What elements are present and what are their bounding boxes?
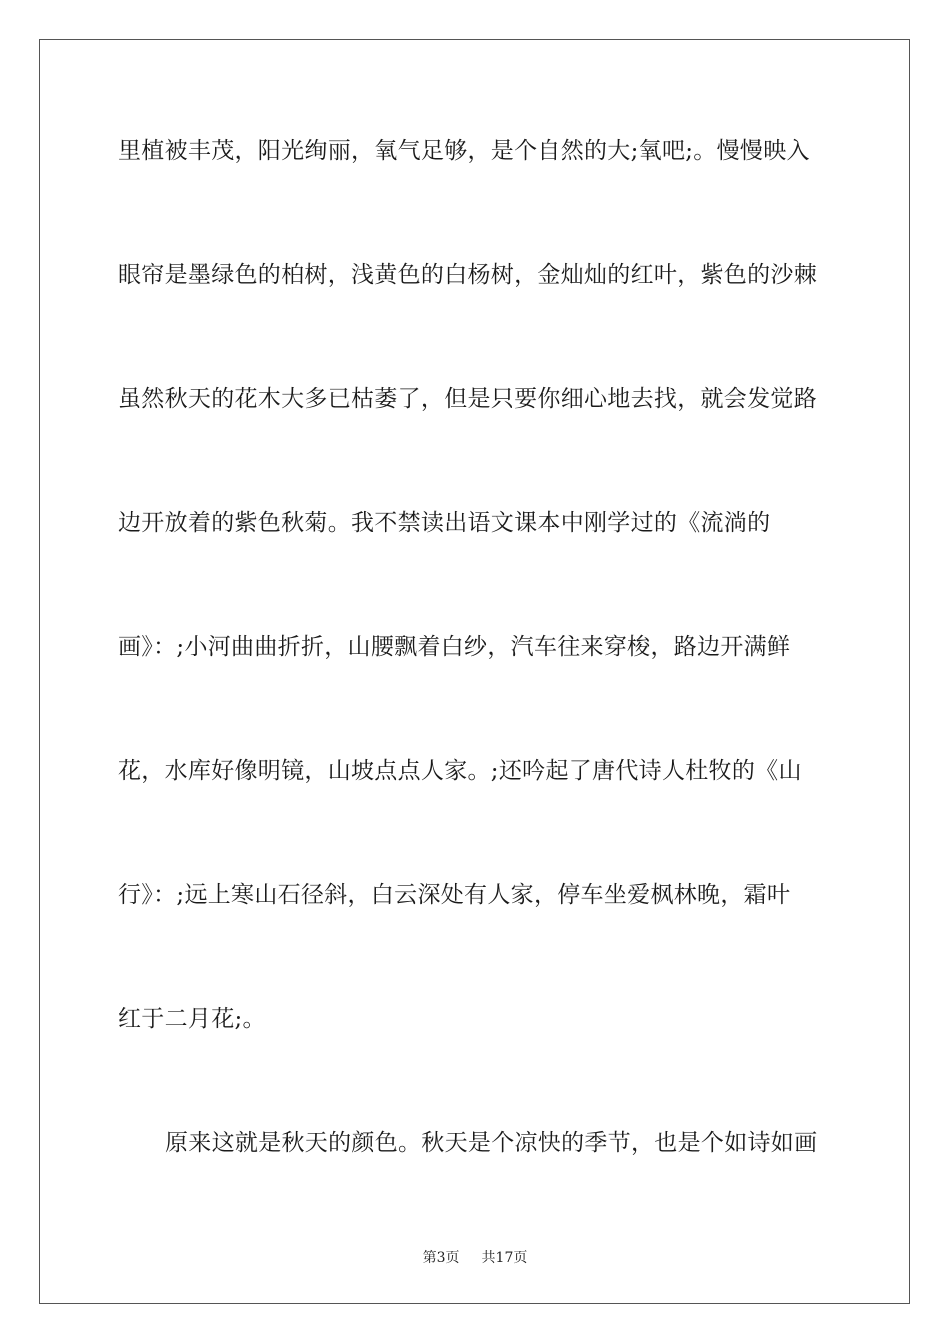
- paragraph-start-line: 原来这就是秋天的颜色。秋天是个凉快的季节，也是个如诗如画: [165, 1130, 818, 1156]
- page-footer: [0, 1247, 950, 1267]
- page-number: 第3页: [422, 1250, 460, 1266]
- text-line: 虽然秋天的花木大多已枯萎了，但是只要你细心地去找，就会发觉路: [118, 386, 817, 412]
- text-line: 行》：;远上寒山石径斜，白云深处有人家，停车坐爱枫林晚，霜叶: [118, 882, 791, 908]
- text-line: 红于二月花;。: [118, 1006, 266, 1032]
- document-body: [118, 131, 838, 1164]
- text-line: 眼帘是墨绿色的柏树，浅黄色的白杨树，金灿灿的红叶，紫色的沙棘: [118, 262, 817, 288]
- text-line: 花，水库好像明镜，山坡点点人家。;还吟起了唐代诗人杜牧的《山: [118, 758, 802, 784]
- text-line: 里植被丰茂，阳光绚丽，氧气足够，是个自然的大;氧吧;。慢慢映入: [118, 138, 810, 164]
- text-line: 画》：;小河曲曲折折，山腰飘着白纱，汽车往来穿梭，路边开满鲜: [118, 634, 791, 660]
- text-line: 边开放着的紫色秋菊。我不禁读出语文课本中刚学过的《流淌的: [118, 510, 771, 536]
- page-total: 共17页: [481, 1250, 528, 1266]
